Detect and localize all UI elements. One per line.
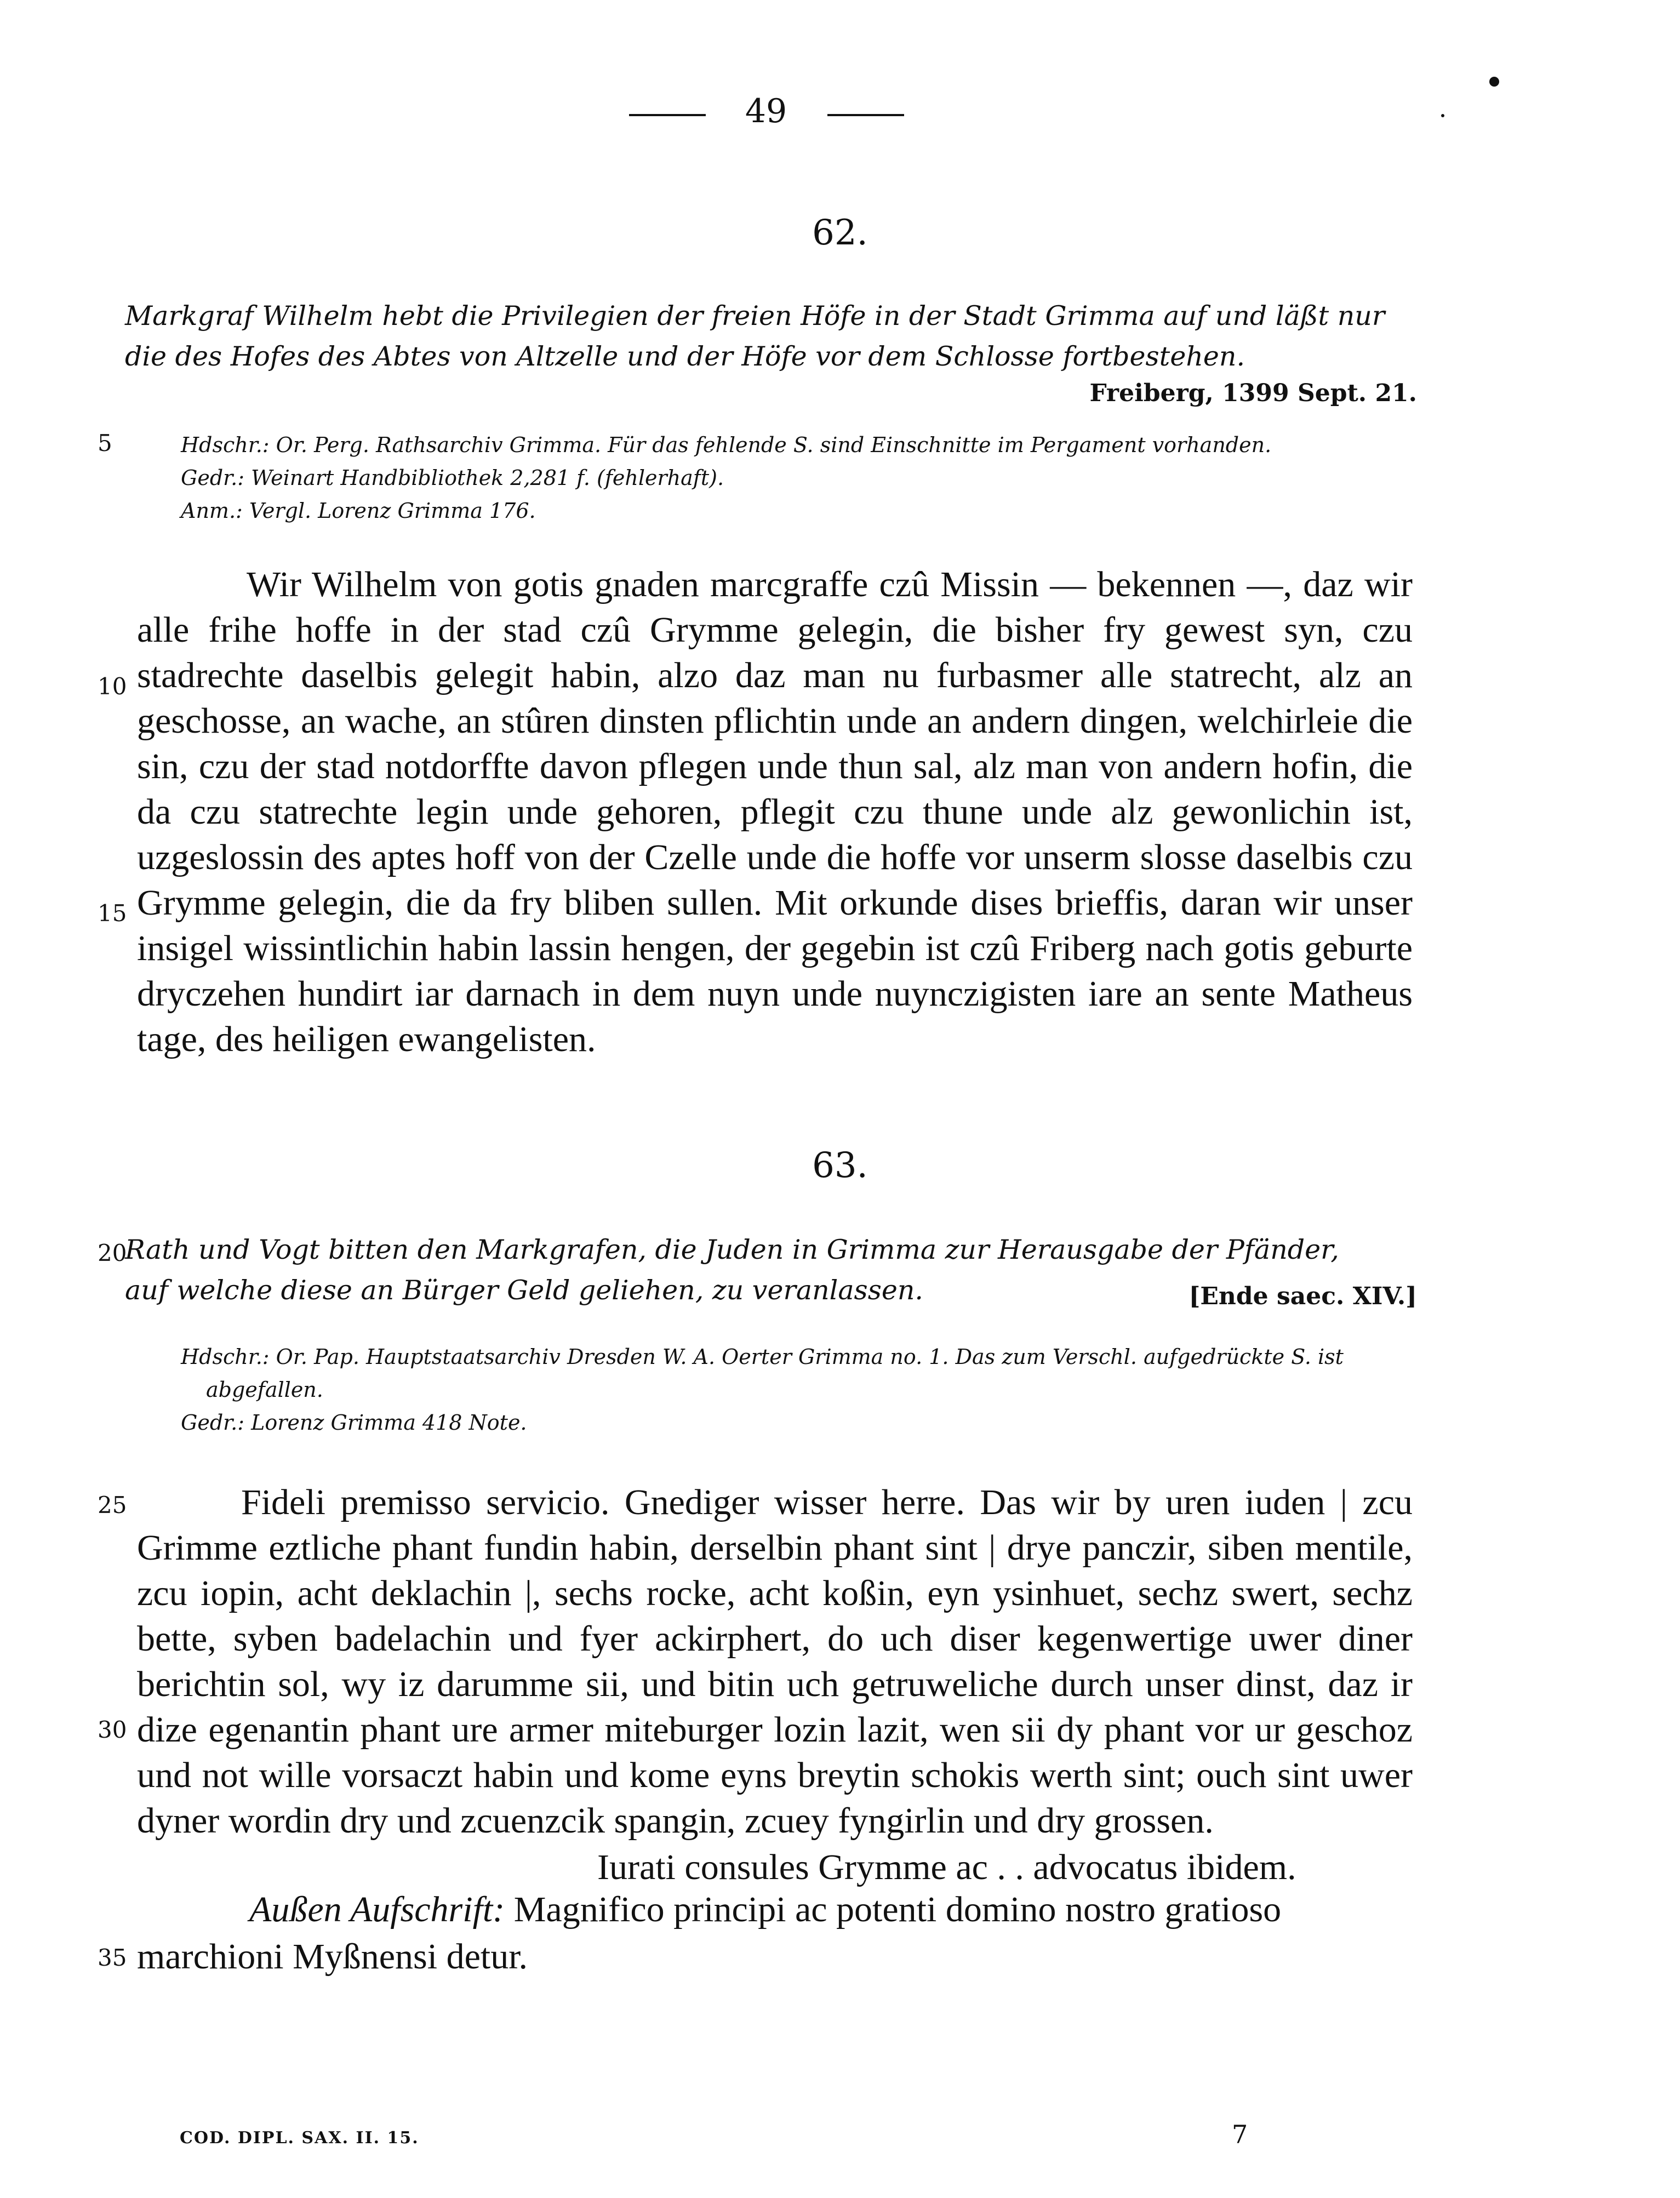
apparatus-line: Hdschr.: Or. Pap. Hauptstaatsarchiv Dresden W. A. Oerter Grimma no. 1. Das zum Verschl. aufgedrückte S. ist xyxy=(181,1345,1344,1369)
running-head xyxy=(629,92,903,130)
line-number-15: 15 xyxy=(98,900,127,927)
footer-signature-mark: COD. DIPL. SAX. II. 15. xyxy=(180,2128,419,2148)
line-number-35: 35 xyxy=(98,1944,127,1971)
address-text: Magnifico principi ac potenti domino nostro gratioso marchioni Myßnensi detur. xyxy=(137,1889,1282,1977)
line-number-30: 30 xyxy=(98,1716,127,1743)
document-62-date: Freiberg, 1399 Sept. 21. xyxy=(1089,379,1417,407)
line-number-5: 5 xyxy=(98,430,112,456)
address-label: Außen Aufschrift: xyxy=(249,1889,505,1929)
document-63-date: [Ende saec. XIV.] xyxy=(1188,1282,1417,1310)
line-number-20: 20 xyxy=(98,1240,127,1266)
document-number-62: 62. xyxy=(812,213,868,253)
document-63-address xyxy=(137,1886,1413,1980)
page-number: 49 xyxy=(745,92,787,130)
document-63-paragraph: Fideli premisso servicio. Gnediger wisser herre. Das wir by uren iuden | zcu Grimme eztliche phant fundin habin, derselbin phant sint | drye panczir, siben mentile, zcu iopin, acht deklachin |, sechs rocke, acht koßin, eyn ysinhuet, sechz swert, sechz bette, syben badelachin und fyer ackirphert, do uch diser kegenwertige uwer diner berichtin sol, wy iz darumme sii, und bitin uch getruweliche durch unser dinst, daz ir dize egenantin phant ure armer miteburger lozin lazit, wen sii dy phant vor ur geschoz und not wille vorsaczt habin und kome eyns breytin schokis werth sint; ouch sint uwer dyner wordin dry und zcuenzcik spangin, zcuey fyngirlin und dry grossen. xyxy=(137,1482,1413,1841)
document-63-apparatus xyxy=(181,1340,1414,1439)
apparatus-line: Gedr.: Weinart Handbibliothek 2,281 f. (fehlerhaft). xyxy=(181,466,724,490)
document-63-summary: Rath und Vogt bitten den Markgrafen, die Juden in Grimma zur Herausgabe der Pfänder, auf welche diese an Bürger Geld geliehen, zu veranlassen. xyxy=(125,1234,1339,1306)
document-number-63: 63. xyxy=(812,1145,868,1186)
apparatus-line: Gedr.: Lorenz Grimma 418 Note. xyxy=(181,1411,527,1435)
line-number-10: 10 xyxy=(98,673,127,700)
running-head-rule-right xyxy=(827,114,904,116)
apparatus-line: Hdschr.: Or. Perg. Rathsarchiv Grimma. Für das fehlende S. sind Einschnitte im Pergament vorhanden. xyxy=(181,433,1272,457)
apparatus-line: abgefallen. xyxy=(206,1378,323,1402)
document-62-text xyxy=(137,562,1413,1062)
ink-speck xyxy=(1441,114,1444,117)
ink-speck xyxy=(1489,77,1499,87)
document-62-apparatus xyxy=(181,429,1414,527)
document-62-paragraph: Wir Wilhelm von gotis gnaden marcgraffe czû Missin — bekennen —, daz wir alle frihe hoffe in der stad czû Grymme gelegin, die bisher fry gewest syn, czu stadrechte daselbis gelegit habin, alzo daz man nu furbasmer alle statrecht, alz an geschosse, an wache, an stûren dinsten pflichtin unde an andern dingen, welchirleie die sin, czu der stad notdorffte davon pflegen unde thun sal, alz man von andern hofin, die da czu statrechte legin unde gehoren, pflegit czu thune unde alz gewonlichin ist, uzgeslossin des aptes hoff von der Czelle unde die hoffe vor unserm slosse daselbis czu Grymme gelegin, die da fry bliben sullen. Mit orkunde dises brieffis, daran wir unser insigel wissintlichin habin lassin hengen, der gegebin ist czû Friberg nach gotis geburte dryczehen hundirt iar darnach in dem nuyn unde nuynczigisten iare an sente Matheus tage, des heiligen ewangelisten. xyxy=(137,564,1413,1059)
document-63-signature: Iurati consules Grymme ac . . advocatus ibidem. xyxy=(597,1847,1296,1887)
document-62-summary: Markgraf Wilhelm hebt die Privilegien der freien Höfe in der Stadt Grimma auf und läßt nur die des Hofes des Abtes von Altzelle und der Höfe vor dem Schlosse fortbestehen. xyxy=(125,300,1385,372)
apparatus-line: Anm.: Vergl. Lorenz Grimma 176. xyxy=(181,499,536,523)
line-number-25: 25 xyxy=(98,1492,127,1518)
document-63-text xyxy=(137,1480,1413,1843)
footer-sheet-number: 7 xyxy=(1232,2120,1248,2149)
